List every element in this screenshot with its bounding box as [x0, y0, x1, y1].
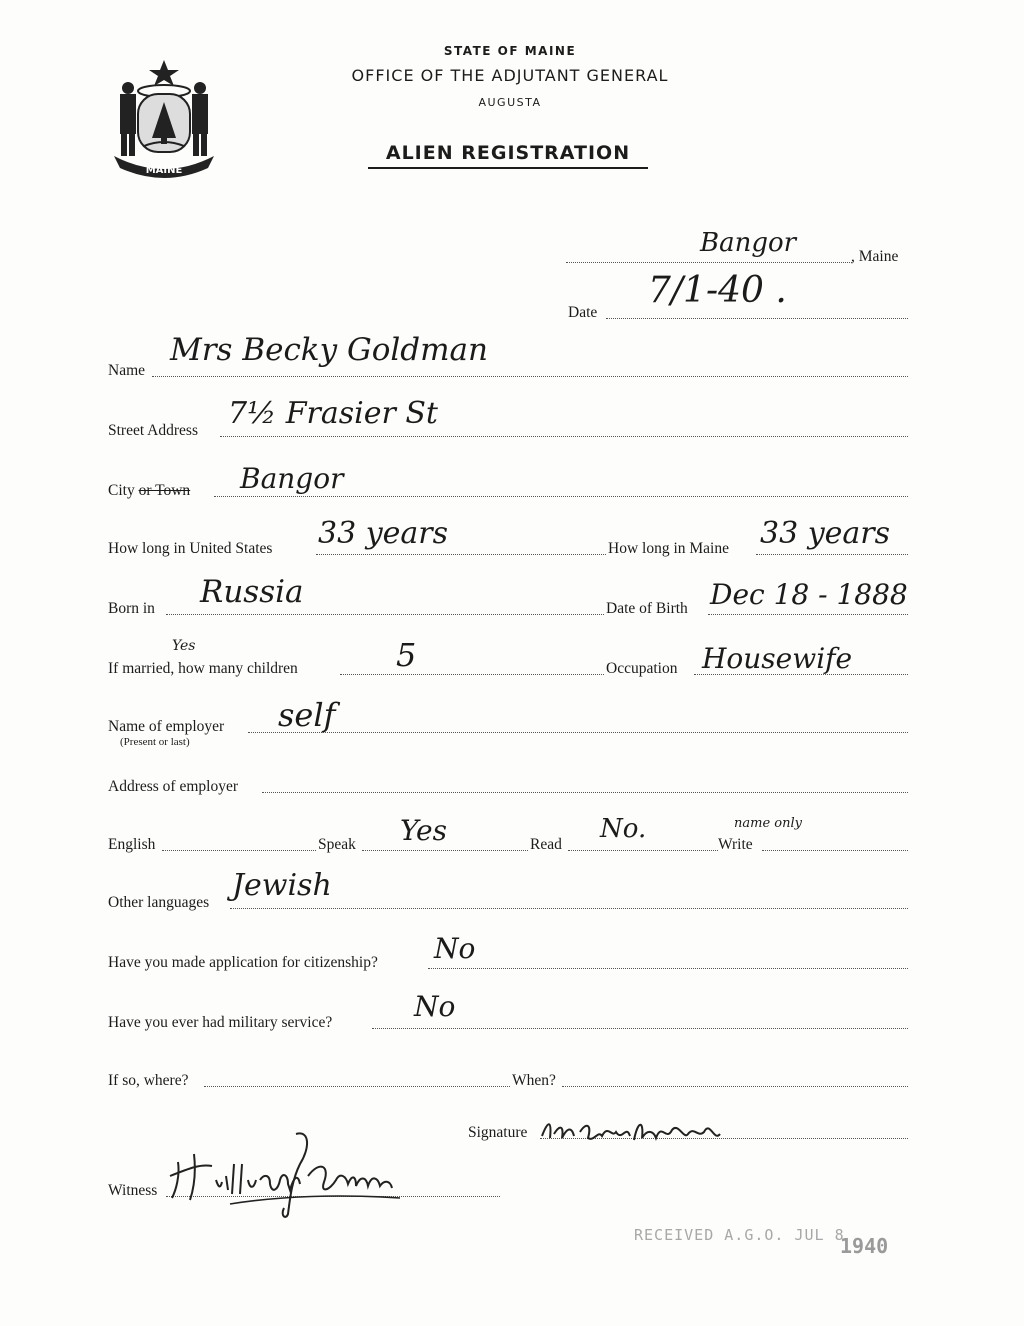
married-label: If married, how many children [108, 660, 298, 677]
place-suffix: , Maine [851, 248, 899, 265]
in-us-line [316, 554, 606, 555]
born-in-label: Born in [108, 600, 155, 617]
in-us-label: How long in United States [108, 540, 273, 557]
employer-value: self [278, 696, 336, 734]
in-maine-value: 33 years [760, 516, 891, 551]
dob-line [708, 614, 908, 615]
date-value: 7/1-40 . [648, 270, 787, 311]
read-value: No. [600, 814, 647, 844]
date-line [606, 318, 908, 319]
write-label: Write [718, 836, 753, 853]
employer-line [248, 732, 908, 733]
read-label: Read [530, 836, 562, 853]
received-stamp-year: 1940 [840, 1234, 889, 1258]
form-title: ALIEN REGISTRATION [368, 142, 648, 169]
citizenship-value: No [434, 932, 476, 965]
received-stamp: RECEIVED A.G.O. JUL 8 [634, 1226, 845, 1244]
english-line [162, 850, 316, 851]
married-note: Yes [172, 638, 196, 654]
city-value: Bangor [240, 462, 344, 495]
write-note: name only [734, 816, 802, 831]
dob-value: Dec 18 - 1888 [710, 578, 908, 611]
military-value: No [414, 990, 456, 1023]
name-value: Mrs Becky Goldman [170, 332, 488, 368]
employer-sublabel: (Present or last) [120, 736, 190, 748]
town-label-struck: or Town [138, 482, 191, 499]
when-line [562, 1086, 908, 1087]
signature-scribble [538, 1112, 738, 1148]
name-label: Name [108, 362, 146, 379]
read-line [568, 850, 718, 851]
where-label: If so, where? [108, 1072, 189, 1089]
children-line [340, 674, 604, 675]
office-heading: OFFICE OF THE ADJUTANT GENERAL [351, 66, 669, 85]
name-line [152, 376, 908, 377]
employer-address-line [262, 792, 908, 793]
maine-state-seal-icon [108, 58, 220, 182]
born-in-line [166, 614, 604, 615]
born-in-value: Russia [200, 574, 304, 610]
military-line [372, 1028, 908, 1029]
employer-address-label: Address of employer [108, 778, 238, 795]
occupation-value: Housewife [702, 642, 853, 675]
date-label: Date [568, 304, 598, 321]
other-languages-value: Jewish [232, 868, 332, 903]
speak-value: Yes [400, 814, 447, 847]
military-label: Have you ever had military service? [108, 1014, 333, 1031]
witness-signature [160, 1124, 410, 1224]
citizenship-label: Have you made application for citizenship? [108, 954, 378, 971]
street-label: Street Address [108, 422, 198, 439]
street-value: 7½ Frasier St [228, 396, 438, 431]
when-label: When? [512, 1072, 556, 1089]
citizenship-line [428, 968, 908, 969]
other-languages-line [230, 908, 908, 909]
in-maine-line [756, 554, 908, 555]
state-heading: STATE OF MAINE [443, 44, 577, 58]
place-value: Bangor [700, 228, 797, 258]
children-value: 5 [396, 636, 417, 674]
city-line [214, 496, 908, 497]
signature-label: Signature [468, 1124, 528, 1141]
city-label [108, 482, 190, 500]
occupation-label: Occupation [606, 660, 678, 677]
place-line [566, 262, 852, 263]
witness-label: Witness [108, 1182, 158, 1199]
employer-label: Name of employer [108, 718, 225, 735]
city-heading: AUGUSTA [478, 96, 542, 109]
in-us-value: 33 years [318, 516, 449, 551]
city-label-text: City [108, 482, 139, 499]
street-line [220, 436, 908, 437]
in-maine-label: How long in Maine [608, 540, 729, 557]
dob-label: Date of Birth [606, 600, 688, 617]
where-line [204, 1086, 510, 1087]
write-line [762, 850, 908, 851]
state-seal [108, 58, 220, 182]
speak-label: Speak [318, 836, 356, 853]
other-languages-label: Other languages [108, 894, 210, 911]
english-label: English [108, 836, 156, 853]
seal-banner-text: MAINE [145, 165, 183, 176]
speak-line [362, 850, 528, 851]
